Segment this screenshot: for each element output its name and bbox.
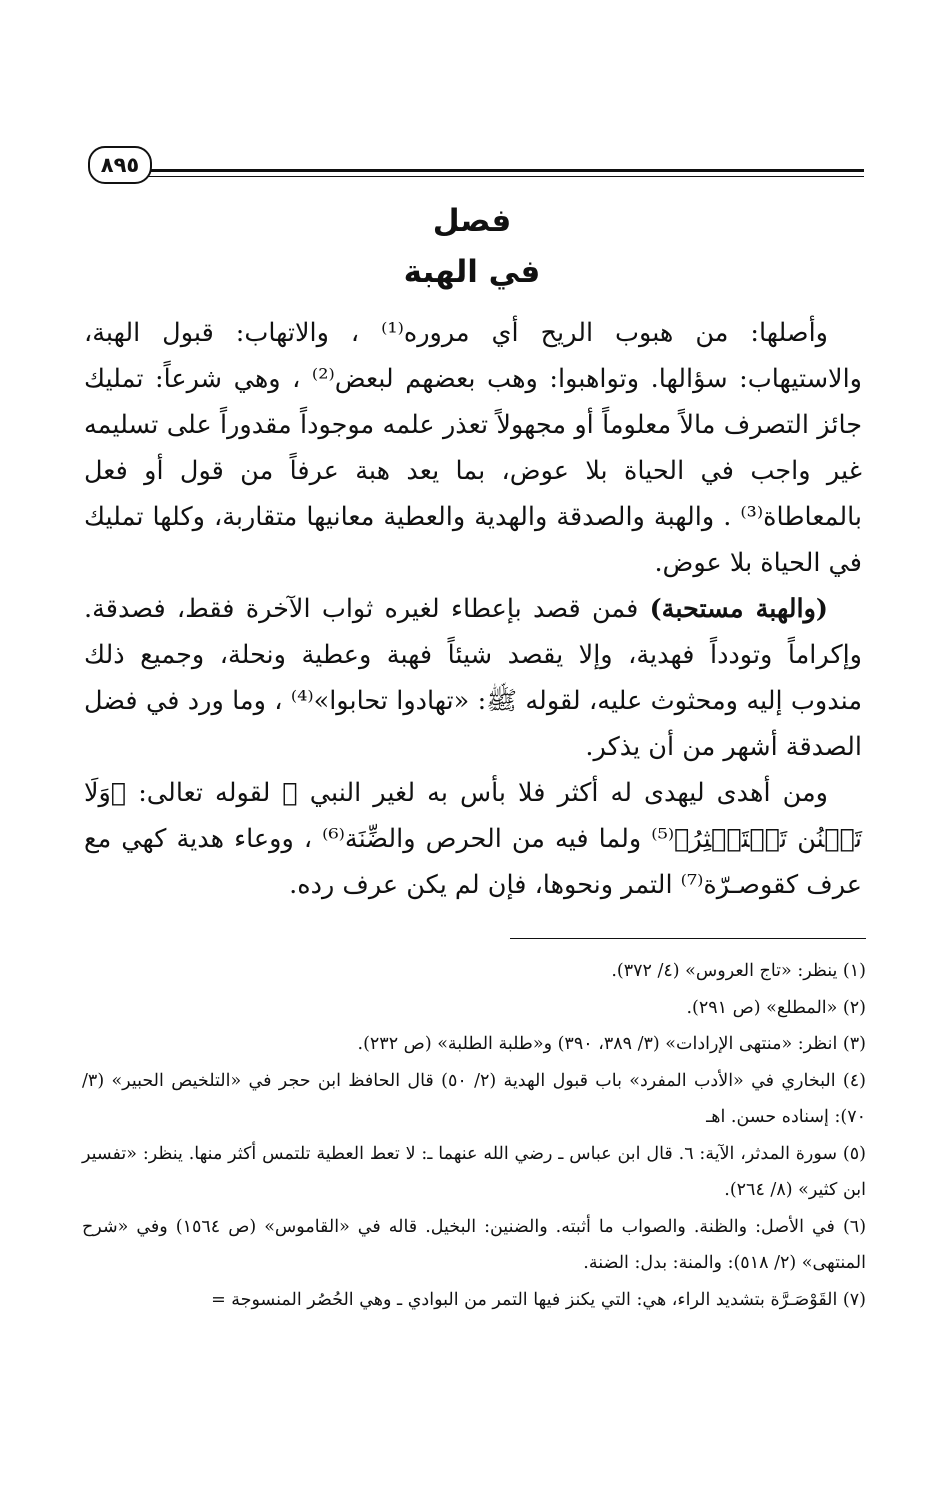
footnote-7: (٧) القَوْصَـرَّة بتشديد الراء، هي: التي يكنز فيها التمر من البوادي ـ وهي الحُصُر المنسوجة = [211,1289,866,1310]
paragraph-origin: وأصلها: من هبوب الريح أي مروره⁽¹⁾ ، والاتهاب: قبول الهبة، والاستيهاب: سؤالها. وتواهبوا: وهب بعضهم لبعض⁽²⁾ ، وهي شرعاً: تمليك جائز التصرف مالاً معلوماً أو مجهولاً تعذر علمه موجوداً مقدوراً على تسليمه غير واجب في الحياة بلا عوض، بما يعد هبة عرفاً من قول أو فعل بالمعاطاة⁽³⁾ . والهبة والصدقة والهدية والعطية معانيها متقاربة، وكلها تمليك في الحياة بلا عوض. [84,318,862,578]
footnote-6: (٦) في الأصل: والظنة. والصواب ما أثبته. والضنين: البخيل. قاله في «القاموس» (ص ١٥٦٤) وفي «شرح المنتهى» (٢/ ٥١٨): والمنة: بدل: الضنة. [82,1216,867,1273]
paragraph-gift-for-more: ومن أهدى ليهدى له أكثر فلا بأس به لغير النبي ﷺ لقوله تعالى: ﴿وَلَا تَمۡنُن تَسۡتَكۡثِرُ﴾⁽⁵⁾ ولما فيه من الحرص والضِّنَة⁽⁶⁾ ، ووعاء هدية كهي مع عرف كقوصـرّة⁽⁷⁾ التمر ونحوها، فإن لم يكن عرف رده. [84,778,863,900]
paragraph-lead-bold: (والهبة مستحبة) [649,594,828,624]
footnote-separator [510,938,866,939]
footnote-1: (١) ينظر: «تاج العروس» (٤/ ٣٧٢). [611,961,866,981]
section-heading: فصل [432,203,512,239]
footnotes [82,953,866,1318]
footnote-3: (٣) انظر: «منتهى الإرادات» (٣/ ٣٨٩، ٣٩٠) و«طلبة الطلبة» (ص ٢٣٢). [357,1034,866,1054]
footnote-4: (٤) البخاري في «الأدب المفرد» باب قبول الهدية (٢/ ٥٠) قال الحافظ ابن حجر في «التلخيص الحبير» (٣/ ٧٠): إسناده حسن. اهـ [82,1070,866,1127]
footnote-2: (٢) «المطلع» (ص ٢٩١). [686,997,866,1018]
page-number: ٨٩٥ [100,153,140,177]
page-number-badge [88,146,152,184]
main-text [84,310,862,908]
header-rule-thick [140,169,864,172]
topic-heading: في الهبة [403,254,541,290]
paragraph-recommended-text: فمن قصد بإعطاء لغيره ثواب الآخرة فقط، فصدقة. وإكراماً وتودداً فهدية، وإلا يقصد شيئاً فهبة وعطية ونحلة، وجميع ذلك مندوب إليه ومحثوث عليه، لقوله ﷺ: «تهادوا تحابوا»⁽⁴⁾ ، وما ورد في فضل الصدقة أشهر من أن يذكر. [84,594,862,762]
paragraph-recommended [84,586,862,770]
footnote-5: (٥) سورة المدثر، الآية: ٦. قال ابن عباس ـ رضي الله عنهما ـ: لا تعط العطية تلتمس أكثر منها. ينظر: «تفسير ابن كثير» (٨/ ٢٦٤). [82,1143,866,1200]
header-rule-thin [140,176,864,177]
